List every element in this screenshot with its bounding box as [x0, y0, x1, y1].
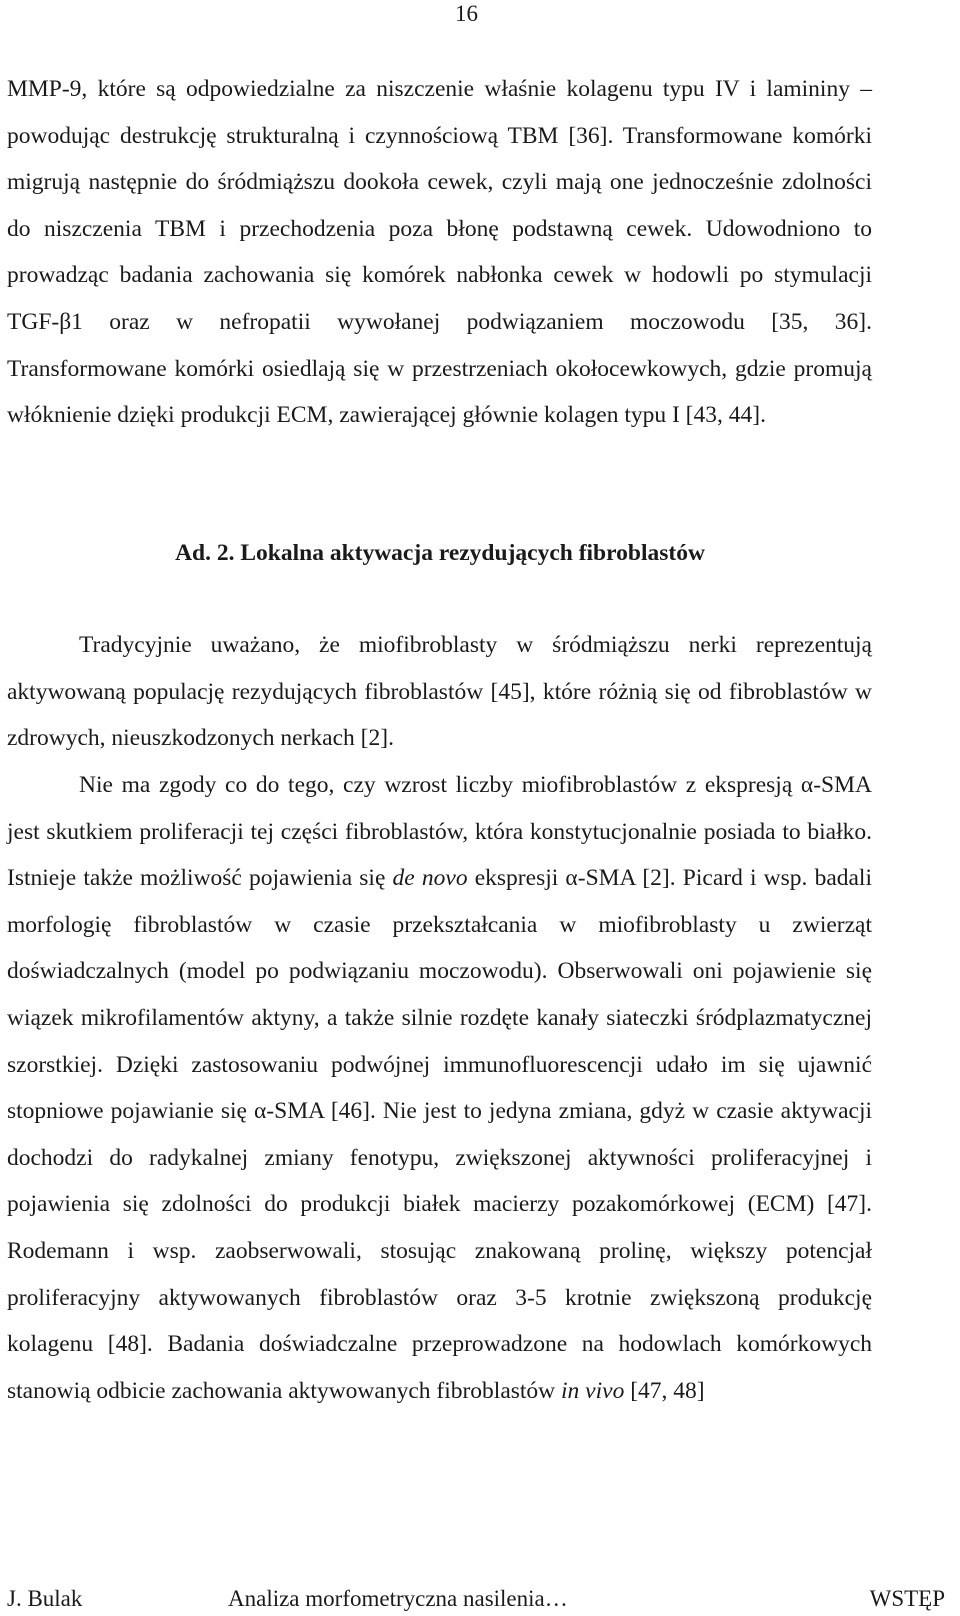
page-number: 16 [455, 1, 478, 26]
paragraph-3-italic-de-novo: de novo [392, 865, 468, 892]
paragraph-3-text-b: ekspresji α-SMA [2]. Picard i wsp. badali morfologię fibroblastów w czasie przekształcania w miofibroblasty u zwierząt doświadczalnych (model po podwiązaniu moczowodu). Obserwowali oni pojawienie się wiązek mikrofilamentów aktyny, a także silnie rozdęte kanały siateczki śródplazmatycznej szorstkiej. Dzięki zastosowaniu podwójnej immunofluorescencji udało im się ujawnić stopniowe pojawianie się α-SMA [46]. Nie jest to jedyna zmiana, gdyż w czasie aktywacji dochodzi do radykalnej zmiany fenotypu, zwiększonej aktywności proliferacyjnej i pojawienia się zdolności do produkcji białek macierzy pozakomórkowej (ECM) [47]. Rodemann i wsp. zaobserwowali, stosując znakowaną prolinę, większy potencjał proliferacyjny aktywowanych fibroblastów oraz 3-5 krotnie zwiększoną produkcję kolagenu [48]. Badania doświadczalne przeprowadzone na hodowlach komórkowych stanowią odbicie zachowania aktywowanych fibroblastów [7, 865, 872, 1404]
page-footer [0, 1584, 945, 1614]
paragraph-3-text-c: [47, 48] [624, 1377, 705, 1404]
paragraph-3-text-a: Nie ma zgody co do tego, czy wzrost liczby miofibroblastów z ekspresją α-SMA jest skutkiem proliferacji tej części fibroblastów, która konstytucjonalnie posiada to białko. Istnieje także możliwość pojawienia się [7, 772, 872, 892]
section-heading: Ad. 2. Lokalna aktywacja rezydujących fibroblastów [175, 540, 705, 566]
paragraph-3-italic-in-vivo: in vivo [561, 1377, 625, 1404]
paragraph-1: MMP-9, które są odpowiedzialne za niszczenie właśnie kolagenu typu IV i lamininy – powodując destrukcję strukturalną i czynnościową TBM [36]. Transformowane komórki migrują następnie do śródmiąższu dookoła cewek, czyli mają one jednocześnie zdolności do niszczenia TBM i przechodzenia poza błonę podstawną cewek. Udowodniono to prowadząc badania zachowania się komórek nabłonka cewek w hodowli po stymulacji TGF-β1 oraz w nefropatii wywołanej podwiązaniem moczowodu [35, 36]. Transformowane komórki osiedlają się w przestrzeniach okołocewkowych, gdzie promują włóknienie dzięki produkcji ECM, zawierającej głównie kolagen typu I [43, 44]. [7, 76, 872, 429]
paragraph-3 [7, 762, 872, 1414]
footer-chapter: WSTĘP [869, 1586, 945, 1611]
footer-author: J. Bulak [7, 1586, 83, 1611]
paragraph-2: Tradycyjnie uważano, że miofibroblasty w śródmiąższu nerki reprezentują aktywowaną populację rezydujących fibroblastów [45], które różnią się od fibroblastów w zdrowych, nieuszkodzonych nerkach [2]. [7, 632, 872, 752]
footer-title: Analiza morfometryczna nasilenia… [228, 1586, 568, 1611]
